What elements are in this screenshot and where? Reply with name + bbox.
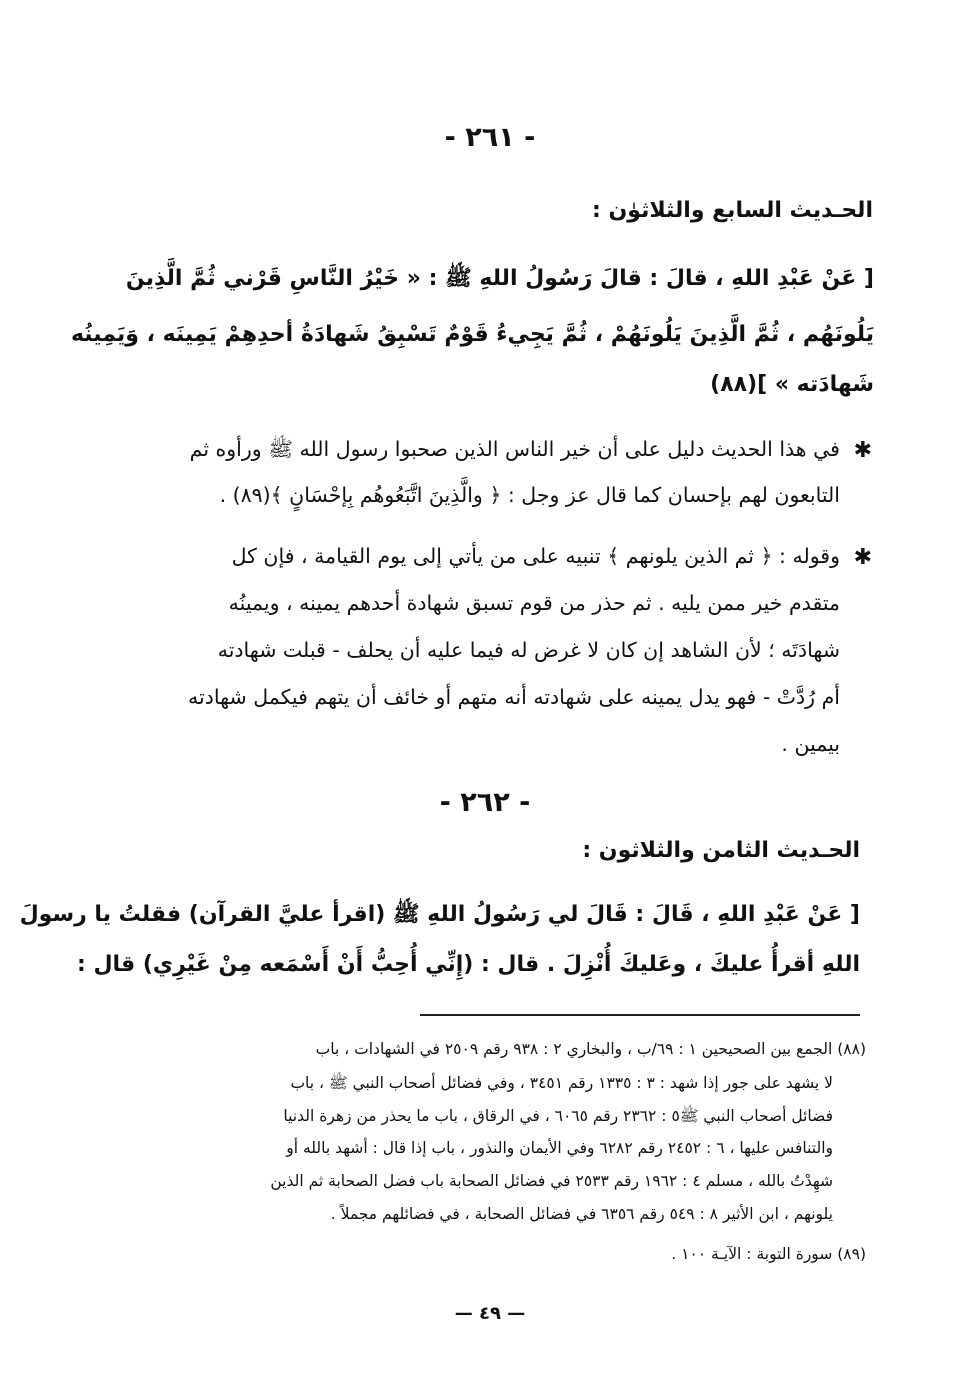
- commentary-2-line-3: شهادَتَه ؛ لأن الشاهد إن كان لا غرض له فيما عليه أن يحلف - قبلت شهادته: [217, 638, 840, 662]
- hadith-text-line-2: اللهِ أقرأُ عليكَ ، وعَليكَ أُنْزِلَ . قال : (إِنِّي أُحِبُّ أَنْ أَسْمَعه مِنْ غَيْرِي) قال :: [77, 952, 860, 977]
- footnote-88-line-6: يلونهم ، ابن الأثير ٨ : ٥٤٩ رقم ٦٣٥٦ في فضائل الصحابة ، في فضائلهم مجملاً .: [330, 1205, 833, 1223]
- footnote-88-line-2: لا يشهد على جور إذا شهد : ٣ : ١٣٣٥ رقم ٣٤٥١ ، وفي فضائل أصحاب النبي ﷺ ، باب: [290, 1074, 833, 1092]
- hadith-text-line-1: [ عَنْ عَبْدِ اللهِ ، قَالَ : قَالَ لي رَسُولُ اللهِ ﷺ (اقرأ عليَّ القرآن) فقلتُ يا رسولَ: [19, 902, 860, 927]
- hadith-text-line-2: يَلُونَهُم ، ثُمَّ الَّذِينَ يَلُونَهُمْ ، ثُمَّ يَجِيءُ قَوْمٌ تَسْبِقُ شَهادَةُ أحدِهِمْ يَمِينَه ، وَيَمِينُه: [70, 322, 874, 347]
- commentary-2-line-2: متقدم خير ممن يليه . ثم حذر من قوم تسبق شهادة أحدهم يمينه ، ويمينُه: [228, 591, 840, 615]
- hadith-text-line-3: شَهادَته » ](٨٨): [710, 372, 874, 397]
- hadith-text-line-1: [ عَنْ عَبْدِ اللهِ ، قالَ : قالَ رَسُولُ اللهِ ﷺ : « خَيْرُ النَّاسِ قَرْني ثُمَّ الَّذِينَ: [125, 266, 874, 291]
- commentary-2-line-4: أم رُدَّتْ - فهو يدل يمينه على شهادته أنه متهم أو خائف أن يتهم فيكمل شهادته: [188, 685, 840, 709]
- footnote-88-line-1: (٨٨) الجمع بين الصحيحين ١ : ٦٩/ب ، والبخاري ٢ : ٩٣٨ رقم ٢٥٠٩ في الشهادات ، باب: [315, 1040, 866, 1058]
- hadith-number-262: - ٢٦٢ -: [439, 787, 531, 818]
- commentary-1-line-2: التابعون لهم بإحسان كما قال عز وجل : ﴿ والَّذِينَ اتَّبَعُوهُم بِإحْسَانٍ ﴾(٨٩) .: [219, 483, 840, 507]
- commentary-2-line-1: وقوله : ﴿ ثم الذين يلونهم ﴾ تنبيه على من يأتي إلى يوم القيامة ، فإن كل: [231, 544, 840, 568]
- footnote-separator: [420, 1014, 860, 1016]
- bullet-star-icon: ✱: [853, 438, 872, 463]
- hadith-heading-262: الحـديث الثامن والثلاثون :: [582, 838, 860, 863]
- hadith-number-261: - ٢٦١ -: [444, 122, 536, 153]
- footnote-88-line-3: فضائل أصحاب النبي ﷺ٥ : ٢٣٦٢ رقم ٦٠٦٥ ، في الرقاق ، باب ما يحذر من زهرة الدنيا: [283, 1107, 833, 1125]
- commentary-1-line-1: في هذا الحديث دليل على أن خير الناس الذين صحبوا رسول الله ﷺ ورأوه ثم: [189, 437, 840, 461]
- footnote-88-line-5: شهِدْتُ بالله ، مسلم ٤ : ١٩٦٢ رقم ٢٥٣٣ في فضائل الصحابة باب فضل الصحابة ثم الذين: [270, 1172, 833, 1190]
- commentary-2-line-5: بيمين .: [781, 732, 840, 756]
- footnote-88-line-4: والتنافس عليها ، ٦ : ٢٤٥٢ رقم ٦٢٨٢ وفي الأيمان والنذور ، باب إذا قال : أشهد بالله أو: [286, 1139, 833, 1157]
- bullet-star-icon: ✱: [853, 545, 872, 570]
- hadith-heading-261: الحـديث السابع والثلاثوٰن :: [592, 198, 873, 223]
- page-number: — ٤٩ —: [454, 1303, 526, 1324]
- footnote-89: (٨٩) سورة التوبة : الآيـة ١٠٠ .: [671, 1245, 866, 1263]
